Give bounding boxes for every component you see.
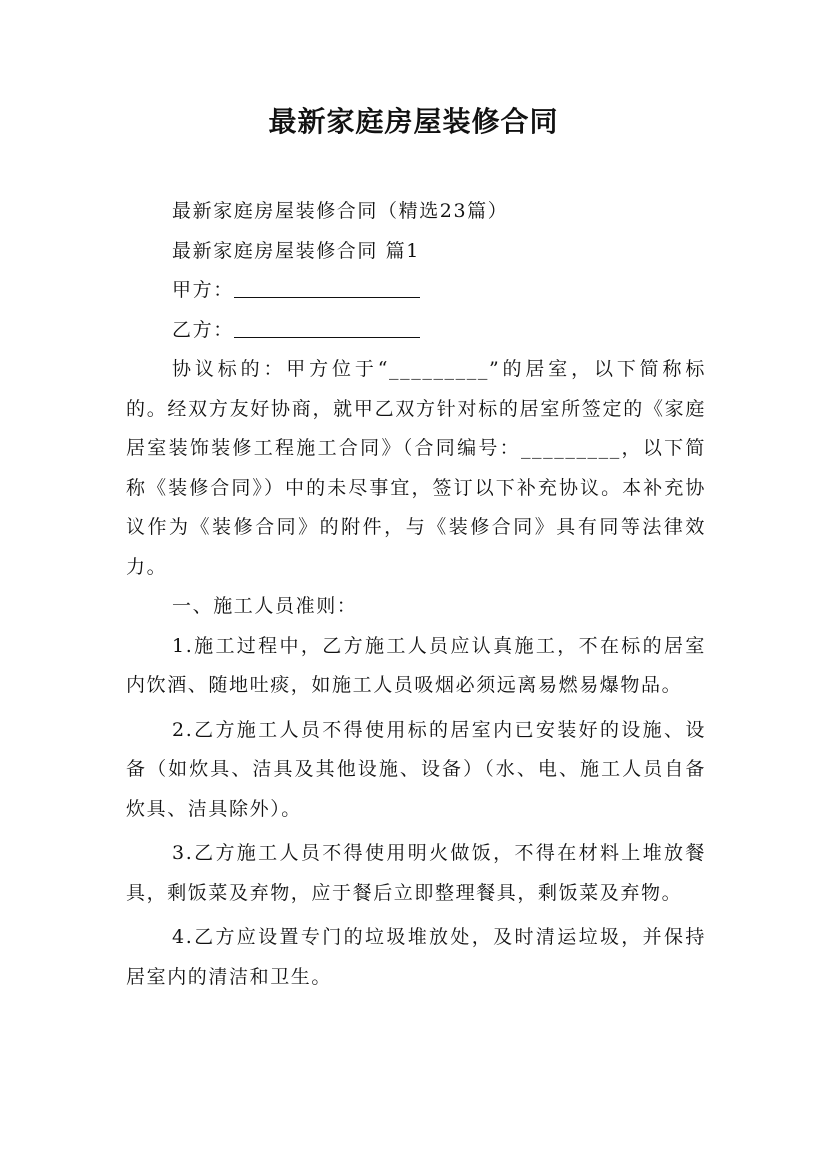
rules-heading: 一、施工人员准则：: [172, 595, 358, 617]
party-b-label: 乙方：: [172, 318, 234, 341]
party-a-blank: [234, 277, 420, 298]
rule-item: 3.乙方施工人员不得使用明火做饭，不得在材料上堆放餐具，剩饭菜及弃物，应于餐后立即整理餐具，剩饭菜及弃物。: [126, 842, 706, 904]
party-a-label: 甲方：: [172, 279, 234, 301]
rule-item: 4.乙方应设置专门的垃圾堆放处，及时清运垃圾，并保持居室内的清洁和卫生。: [126, 926, 706, 988]
collection-subtitle: 最新家庭房屋装修合同（精选23篇）: [172, 200, 509, 222]
rule-item: 2.乙方施工人员不得使用标的居室内已安装好的设施、设备（如炊具、洁具及其他设施、设备）（水、电、施工人员自备炊具、洁具除外）。: [126, 718, 706, 820]
party-a-line: [126, 271, 706, 311]
document-title: 最新家庭房屋装修合同: [268, 105, 559, 138]
document-body: [126, 192, 706, 997]
party-b-blank: [234, 317, 420, 338]
section-heading: 最新家庭房屋装修合同 篇1: [172, 239, 420, 262]
party-b-line: [126, 311, 706, 351]
intro-paragraph: 协议标的：甲方位于“_________”的居室，以下简称标的。经双方友好协商，就甲乙双方针对标的居室所签定的《家庭居室装饰装修工程施工合同》（合同编号：_________，以下简称《装修合同》）中的未尽事宜，签订以下补充协议。本补充协议作为《装修合同》的附件，与《装修合同》具有同等法律效力。: [126, 358, 706, 578]
rule-item: 1.施工过程中，乙方施工人员应认真施工，不在标的居室内饮酒、随地吐痰，如施工人员吸烟必须远离易燃易爆物品。: [126, 634, 706, 696]
